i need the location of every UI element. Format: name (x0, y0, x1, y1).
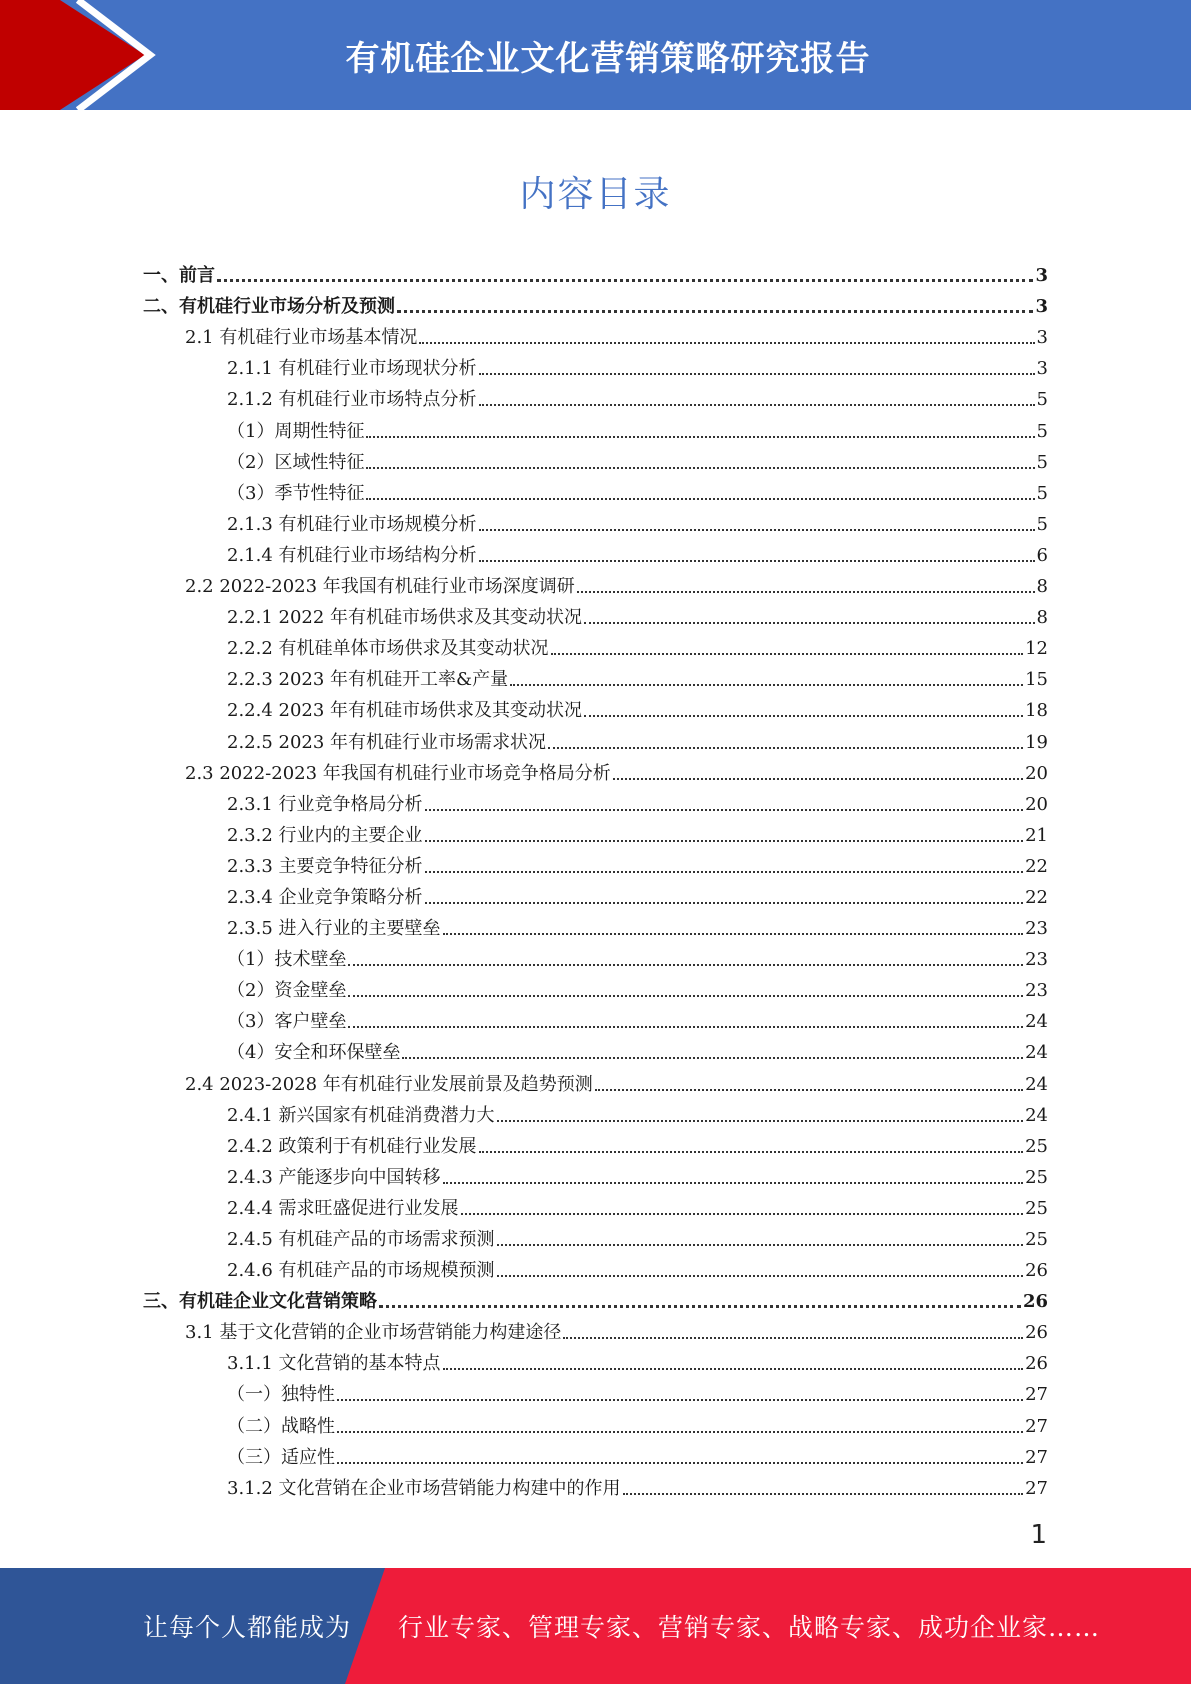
toc-entry-page: 21 (1025, 824, 1048, 846)
toc-dot-leader (348, 981, 1023, 997)
toc-dot-leader (479, 390, 1035, 406)
page-footer (0, 1568, 1191, 1684)
toc-entry-page: 25 (1025, 1229, 1048, 1250)
toc-entry[interactable] (143, 504, 1048, 535)
toc-dot-leader (337, 1385, 1023, 1401)
toc-entry-label: 2.4.2 政策利于有机硅行业发展 (227, 1135, 477, 1157)
toc-entry-page: 19 (1025, 731, 1048, 753)
toc-entry[interactable] (143, 1405, 1048, 1436)
toc-entry-label: （1）技术壁垒 (227, 949, 347, 971)
toc-entry-label: （一）独特性 (227, 1384, 335, 1406)
toc-entry-page: 24 (1025, 1073, 1048, 1095)
toc-entry[interactable] (143, 442, 1048, 473)
toc-entry-label: 2.2.1 2022 年有机硅市场供求及其变动状况 (227, 607, 583, 629)
toc-dot-leader (443, 1354, 1024, 1370)
toc-entry-page: 26 (1025, 1322, 1048, 1344)
footer-slogan-right: 行业专家、管理专家、营销专家、战略专家、成功企业家…… (398, 1613, 1101, 1642)
toc-dot-leader (510, 670, 1023, 686)
toc-entry[interactable] (143, 1188, 1048, 1219)
toc-dot-leader (425, 795, 1024, 811)
toc-entry-label: 一、前言 (143, 265, 215, 287)
toc-entry[interactable] (143, 721, 1048, 752)
toc-entry-label: 三、有机硅企业文化营销策略 (143, 1291, 377, 1313)
toc-entry[interactable] (143, 566, 1048, 597)
toc-entry-page: 25 (1025, 1197, 1048, 1219)
toc-entry-label: 2.3.1 行业竞争格局分析 (227, 793, 423, 815)
toc-dot-leader (337, 1417, 1023, 1433)
toc-dot-leader (584, 608, 1034, 624)
toc-entry[interactable] (143, 348, 1048, 379)
toc-entry-page: 22 (1025, 855, 1048, 877)
toc-entry-page: 6 (1036, 544, 1048, 566)
toc-entry-label: （4）安全和环保壁垒 (227, 1042, 401, 1064)
toc-dot-leader (563, 1323, 1023, 1339)
toc-dot-leader (425, 857, 1024, 873)
toc-entry-page: 22 (1025, 886, 1048, 908)
toc-entry-label: （3）季节性特征 (227, 482, 365, 504)
toc-entry[interactable] (143, 1126, 1048, 1157)
toc-dot-leader (217, 265, 1033, 282)
toc-dot-leader (366, 422, 1034, 438)
toc-entry[interactable] (143, 877, 1048, 908)
toc-entry-label: 2.1.1 有机硅行业市场现状分析 (227, 358, 477, 380)
toc-entry[interactable] (143, 939, 1048, 970)
toc-entry-page: 5 (1036, 420, 1048, 442)
toc-entry[interactable] (143, 1468, 1048, 1499)
footer-slogan-left: 让每个人都能成为 (143, 1613, 352, 1642)
toc-entry[interactable] (143, 317, 1048, 348)
table-of-contents (143, 255, 1048, 1499)
toc-entry[interactable] (143, 1343, 1048, 1374)
report-title: 有机硅企业文化营销策略研究报告 (345, 38, 871, 79)
toc-entry-label: 2.2.2 有机硅单体市场供求及其变动状况 (227, 638, 549, 660)
toc-entry-page: 5 (1036, 389, 1048, 411)
toc-entry-label: （1）周期性特征 (227, 420, 365, 442)
toc-dot-leader (443, 1168, 1024, 1184)
toc-entry-page: 26 (1022, 1291, 1048, 1313)
toc-entry-page: 3 (1036, 327, 1048, 349)
toc-dot-leader (379, 1291, 1021, 1308)
toc-entry[interactable] (143, 1374, 1048, 1405)
toc-entry-label: 2.1.2 有机硅行业市场特点分析 (227, 389, 477, 411)
toc-entry-label: 2.3.4 企业竞争策略分析 (227, 886, 423, 908)
toc-entry[interactable] (143, 597, 1048, 628)
toc-entry[interactable] (143, 628, 1048, 659)
toc-entry-label: 2.1 有机硅行业市场基本情况 (185, 327, 418, 349)
toc-entry-label: （2）资金壁垒 (227, 980, 347, 1002)
toc-entry-page: 12 (1025, 638, 1048, 660)
toc-dot-leader (366, 453, 1034, 469)
toc-dot-leader (497, 1230, 1024, 1246)
toc-entry-label: （三）适应性 (227, 1446, 335, 1468)
toc-entry[interactable] (143, 1312, 1048, 1343)
toc-entry-page: 8 (1036, 576, 1048, 598)
toc-entry-page: 23 (1025, 949, 1048, 971)
toc-entry-label: 2.1.3 有机硅行业市场规模分析 (227, 513, 477, 535)
toc-entry-page: 3 (1035, 296, 1048, 318)
toc-entry[interactable] (143, 473, 1048, 504)
toc-entry-label: 2.4.4 需求旺盛促进行业发展 (227, 1197, 459, 1219)
toc-entry-page: 26 (1025, 1260, 1048, 1282)
toc-entry-page: 23 (1025, 918, 1048, 940)
toc-dot-leader (425, 888, 1024, 904)
toc-entry-page: 8 (1036, 607, 1048, 629)
toc-entry-label: 2.4.3 产能逐步向中国转移 (227, 1166, 441, 1188)
toc-entry-label: （二）战略性 (227, 1415, 335, 1437)
toc-entry-page: 25 (1025, 1166, 1048, 1188)
toc-entry[interactable] (143, 659, 1048, 690)
toc-entry[interactable] (143, 255, 1048, 286)
toc-entry-page: 20 (1025, 793, 1048, 815)
toc-entry-page: 27 (1025, 1384, 1048, 1406)
toc-entry-label: （3）客户壁垒 (227, 1011, 347, 1033)
toc-entry-label: 二、有机硅行业市场分析及预测 (143, 296, 395, 318)
toc-entry[interactable] (143, 1250, 1048, 1281)
toc-entry-page: 27 (1025, 1477, 1048, 1499)
toc-entry[interactable] (143, 410, 1048, 441)
toc-entry[interactable] (143, 535, 1048, 566)
toc-entry[interactable] (143, 1095, 1048, 1126)
toc-dot-leader (348, 950, 1023, 966)
toc-entry-label: 2.4.6 有机硅产品的市场规模预测 (227, 1260, 495, 1282)
toc-dot-leader (461, 1199, 1024, 1215)
toc-dot-leader (425, 826, 1024, 842)
toc-heading: 内容目录 (519, 174, 672, 215)
toc-dot-leader (443, 919, 1024, 935)
toc-entry[interactable] (143, 1219, 1048, 1250)
toc-entry-page: 23 (1025, 980, 1048, 1002)
toc-dot-leader (479, 546, 1035, 562)
toc-dot-leader (497, 1261, 1024, 1277)
toc-entry[interactable] (143, 1281, 1048, 1312)
toc-entry-page: 5 (1036, 451, 1048, 473)
toc-dot-leader (419, 328, 1034, 344)
toc-entry-label: 2.4.5 有机硅产品的市场需求预测 (227, 1229, 495, 1250)
toc-entry-page: 18 (1025, 700, 1048, 722)
toc-entry[interactable] (143, 1437, 1048, 1468)
toc-entry-page: 20 (1025, 762, 1048, 784)
toc-entry-label: 2.3.5 进入行业的主要壁垒 (227, 918, 441, 940)
toc-entry-label: 2.2.5 2023 年有机硅行业市场需求状况 (227, 731, 547, 753)
toc-dot-leader (479, 1137, 1024, 1153)
toc-dot-leader (402, 1043, 1023, 1059)
toc-entry-label: 2.2 2022-2023 年我国有机硅行业市场深度调研 (185, 576, 575, 598)
toc-entry-page: 26 (1025, 1353, 1048, 1375)
toc-entry-page: 25 (1025, 1135, 1048, 1157)
toc-entry-label: 2.2.4 2023 年有机硅市场供求及其变动状况 (227, 700, 583, 722)
toc-entry[interactable] (143, 1063, 1048, 1094)
toc-entry-label: 2.4 2023-2028 年有机硅行业发展前景及趋势预测 (185, 1073, 593, 1095)
toc-dot-leader (613, 764, 1023, 780)
toc-entry[interactable] (143, 1032, 1048, 1063)
toc-entry-label: 2.2.3 2023 年有机硅开工率&产量 (227, 669, 509, 691)
toc-entry-page: 24 (1025, 1104, 1048, 1126)
toc-dot-leader (595, 1075, 1023, 1091)
toc-entry-page: 3 (1036, 358, 1048, 380)
toc-entry[interactable] (143, 753, 1048, 784)
toc-entry-label: 2.4.1 新兴国家有机硅消费潜力大 (227, 1104, 495, 1126)
toc-entry-page: 27 (1025, 1415, 1048, 1437)
toc-entry-label: 3.1.2 文化营销在企业市场营销能力构建中的作用 (227, 1477, 621, 1499)
toc-entry[interactable] (143, 379, 1048, 410)
toc-entry[interactable] (143, 815, 1048, 846)
toc-dot-leader (584, 701, 1023, 717)
toc-dot-leader (366, 484, 1034, 500)
toc-entry-page: 5 (1036, 482, 1048, 504)
toc-dot-leader (479, 359, 1035, 375)
toc-entry-label: 2.3.2 行业内的主要企业 (227, 824, 423, 846)
toc-entry-label: 3.1.1 文化营销的基本特点 (227, 1353, 441, 1375)
toc-entry-label: （2）区域性特征 (227, 451, 365, 473)
toc-entry[interactable] (143, 1157, 1048, 1188)
page-header (0, 0, 1191, 110)
toc-entry-page: 24 (1025, 1042, 1048, 1064)
toc-entry-label: 2.3 2022-2023 年我国有机硅行业市场竞争格局分析 (185, 762, 611, 784)
toc-entry[interactable] (143, 286, 1048, 317)
toc-entry-label: 3.1 基于文化营销的企业市场营销能力构建途径 (185, 1322, 562, 1344)
toc-dot-leader (497, 1106, 1024, 1122)
toc-entry[interactable] (143, 908, 1048, 939)
toc-entry[interactable] (143, 690, 1048, 721)
toc-dot-leader (479, 515, 1035, 531)
toc-dot-leader (548, 733, 1023, 749)
toc-entry-page: 24 (1025, 1011, 1048, 1033)
toc-dot-leader (577, 577, 1035, 593)
toc-entry-label: 2.3.3 主要竞争特征分析 (227, 855, 423, 877)
toc-dot-leader (551, 639, 1024, 655)
toc-entry[interactable] (143, 784, 1048, 815)
toc-dot-leader (348, 1012, 1023, 1028)
toc-entry-page: 27 (1025, 1446, 1048, 1468)
toc-entry[interactable] (143, 970, 1048, 1001)
toc-entry[interactable] (143, 1001, 1048, 1032)
toc-dot-leader (337, 1448, 1023, 1464)
toc-entry[interactable] (143, 846, 1048, 877)
toc-dot-leader (397, 296, 1033, 313)
toc-entry-page: 3 (1035, 265, 1048, 287)
toc-entry-page: 15 (1025, 669, 1048, 691)
toc-entry-label: 2.1.4 有机硅行业市场结构分析 (227, 544, 477, 566)
page-number: 1 (1030, 1520, 1047, 1550)
toc-dot-leader (623, 1479, 1024, 1495)
toc-entry-page: 5 (1036, 513, 1048, 535)
